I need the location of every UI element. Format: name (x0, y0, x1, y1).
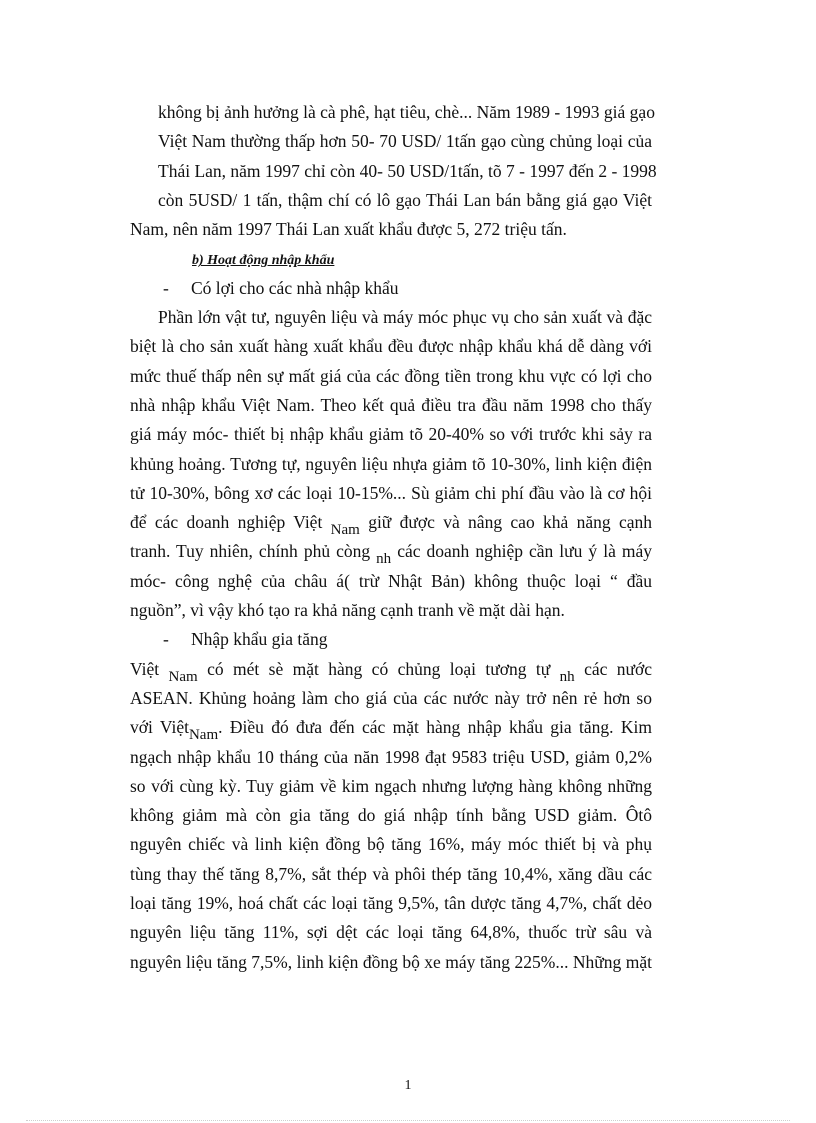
text-line: ngạch nhập khẩu 10 tháng của năn 1998 đạt 9583 triệu USD, giảm 0,2% (130, 746, 652, 767)
section-heading-text: b) Hoạt động nhập khẩu (192, 253, 335, 269)
text-line: loại tăng 19%, hoá chất các loại tăng 9,5%, tân dược tăng 4,7%, chất dẻo (130, 893, 652, 914)
text-line (130, 508, 652, 537)
bullet-text: Nhập khẩu gia tăng (191, 629, 328, 650)
text-line: nguyên liệu tăng 11%, sợi dệt các loại tăng 64,8%, thuốc trừ sâu và (130, 922, 652, 943)
text-line: còn 5USD/ 1 tấn, thậm chí có lô gạo Thái Lan bán bằng giá gạo Việt (158, 189, 652, 210)
text-fragment-lowered: nh (376, 551, 392, 568)
text-line: giá máy móc- thiết bị nhập khẩu giảm tõ 20-40% so với trước khi sảy ra (130, 424, 652, 445)
text-line: tùng thay thế tăng 8,7%, sắt thép và phôi thép tăng 10,4%, xăng dầu các (130, 863, 652, 884)
text-fragment: các doanh nghiệp cần lưu ý là máy (397, 541, 652, 562)
text-fragment: để các doanh nghiệp Việt (130, 512, 323, 533)
text-line: nguyên liệu tăng 7,5%, linh kiện đồng bộ xe máy tăng 225%... Những mặt (130, 951, 652, 972)
page-bottom-divider (26, 1120, 790, 1121)
text-line: biệt là cho sản xuất hàng xuất khẩu đều được nhập khẩu khá dễ dàng với (130, 336, 652, 357)
text-line: Việt Nam thường thấp hơn 50- 70 USD/ 1tấn gạo cùng chủng loại của (158, 131, 652, 152)
text-line: nguồn”, vì vậy khó tạo ra khả năng cạnh tranh về mặt dài hạn. (130, 600, 565, 621)
text-fragment-lowered: nh (559, 668, 575, 685)
bullet-marker: - (163, 277, 169, 298)
section-heading (158, 244, 652, 273)
text-line (130, 713, 652, 742)
page-body (130, 98, 657, 977)
text-fragment-lowered: Nam (188, 727, 219, 744)
bullet-item (158, 625, 652, 654)
text-line: Nam, nên năm 1997 Thái Lan xuất khẩu được 5, 272 triệu tấn. (130, 219, 567, 240)
text-fragment: với Việt (130, 717, 189, 738)
text-line (130, 655, 652, 684)
text-fragment: Việt (130, 658, 160, 679)
text-line: Thái Lan, năm 1997 chỉ còn 40- 50 USD/1tấn, tõ 7 - 1997 đến 2 - 1998 (158, 160, 657, 181)
text-line (130, 537, 652, 566)
text-fragment: . Điều đó đưa đến các mặt hàng nhập khẩu gia tăng. Kim (218, 717, 652, 738)
text-fragment: tranh. Tuy nhiên, chính phủ còng (130, 541, 371, 562)
bullet-marker: - (163, 629, 169, 650)
text-line: tử 10-30%, bông xơ các loại 10-15%... Sù giảm chi phí đầu vào là cơ hội (130, 482, 652, 503)
text-line: ASEAN. Khủng hoảng làm cho giá của các nước này trở nên rẻ hơn so (130, 687, 652, 708)
text-line: móc- công nghệ của châu á( trừ Nhật Bản) không thuộc loại “ đầu (130, 570, 652, 591)
text-line: mức thuế thấp nên sự mất giá của các đồng tiền trong khu vực có lợi cho (130, 365, 652, 386)
text-line: nguyên chiếc và linh kiện đồng bộ tăng 16%, máy móc thiết bị và phụ (130, 834, 652, 855)
text-line: so với cùng kỳ. Tuy giảm về kim ngạch nhưng lượng hàng không những (130, 775, 652, 796)
bullet-item (158, 274, 652, 303)
text-line: không giảm mà còn gia tăng do giá nhập tính bằng USD giảm. Ôtô (130, 805, 652, 826)
text-line: nhà nhập khẩu Việt Nam. Theo kết quả điều tra đầu năm 1998 cho thấy (130, 394, 652, 415)
bullet-text: Có lợi cho các nhà nhập khẩu (191, 277, 399, 298)
page-number: 1 (404, 1078, 412, 1093)
text-fragment: các nước (584, 658, 653, 679)
text-line: không bị ảnh hưởng là cà phê, hạt tiêu, chè... Năm 1989 - 1993 giá gạo (158, 102, 655, 122)
text-line: Phần lớn vật tư, nguyên liệu và máy móc phục vụ cho sản xuất và đặc (158, 307, 652, 328)
text-fragment-lowered: Nam (330, 522, 360, 539)
text-fragment-lowered: Nam (168, 668, 198, 685)
text-fragment: có mét sè mặt hàng có chủng loại tương tự (207, 658, 551, 679)
text-fragment: giữ được và nâng cao khả năng cạnh (368, 512, 653, 533)
text-line: khủng hoảng. Tương tự, nguyên liệu nhựa giảm tõ 10-30%, linh kiện điện (130, 453, 652, 474)
